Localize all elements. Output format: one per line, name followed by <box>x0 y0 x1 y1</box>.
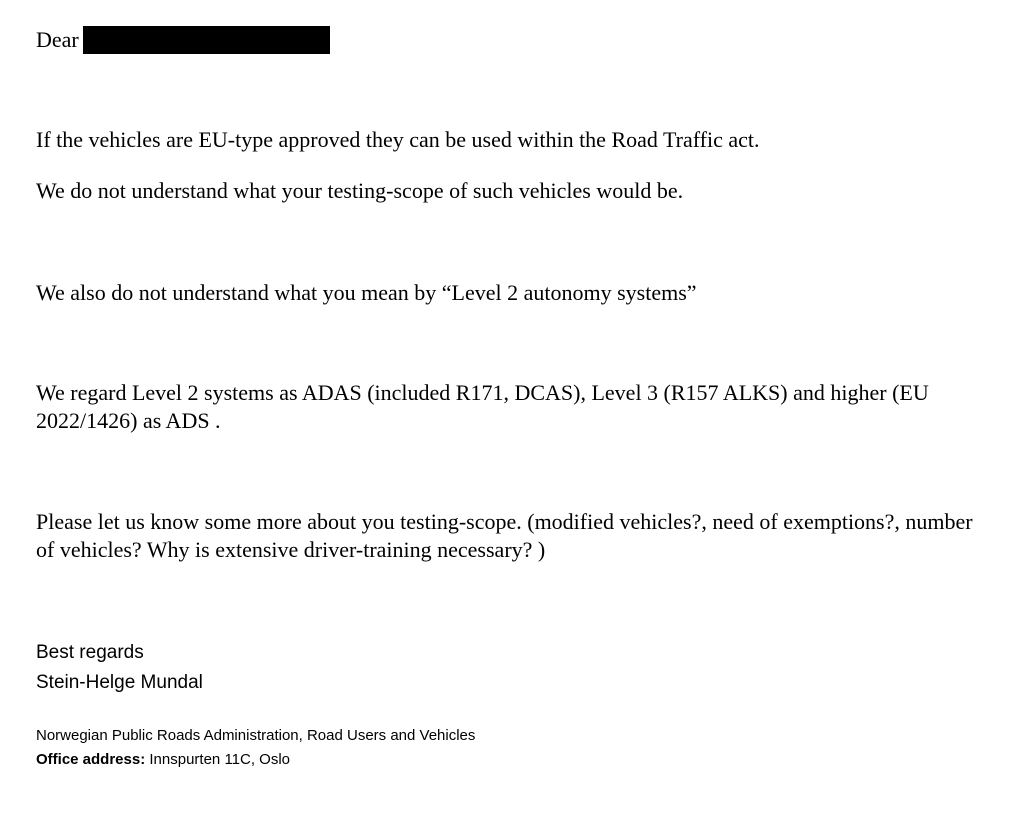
closing-phrase: Best regards <box>36 642 144 663</box>
paragraph-testing-scope: We do not understand what your testing-scope of such vehicles would be. <box>36 178 684 203</box>
greeting-text: Dear <box>36 27 79 52</box>
paragraph-level2-question: We also do not understand what you mean by “Level 2 autonomy systems” <box>36 280 697 305</box>
paragraph-request-info: Please let us know some more about you testing-scope. (modified vehicles?, need of exemptions?, number of vehicles? Why is extensive driver-training necessary? ) <box>36 509 973 562</box>
office-address <box>36 748 475 772</box>
redaction-bar <box>83 26 330 54</box>
paragraph-level-definitions: We regard Level 2 systems as ADAS (included R171, DCAS), Level 3 (R157 ALKS) and higher (EU 2022/1426) as ADS . <box>36 380 929 433</box>
signature-name: Stein-Helge Mundal <box>36 672 203 693</box>
office-address-value: Innspurten 11C, Oslo <box>149 751 291 768</box>
organization-name: Norwegian Public Roads Administration, Road Users and Vehicles <box>36 727 476 744</box>
office-address-label: Office address: <box>36 751 146 768</box>
signature-footer <box>36 724 475 772</box>
closing-block <box>36 638 203 698</box>
greeting-line <box>36 26 330 54</box>
paragraph-eu-type-approval: If the vehicles are EU-type approved they can be used within the Road Traffic act. <box>36 127 760 152</box>
